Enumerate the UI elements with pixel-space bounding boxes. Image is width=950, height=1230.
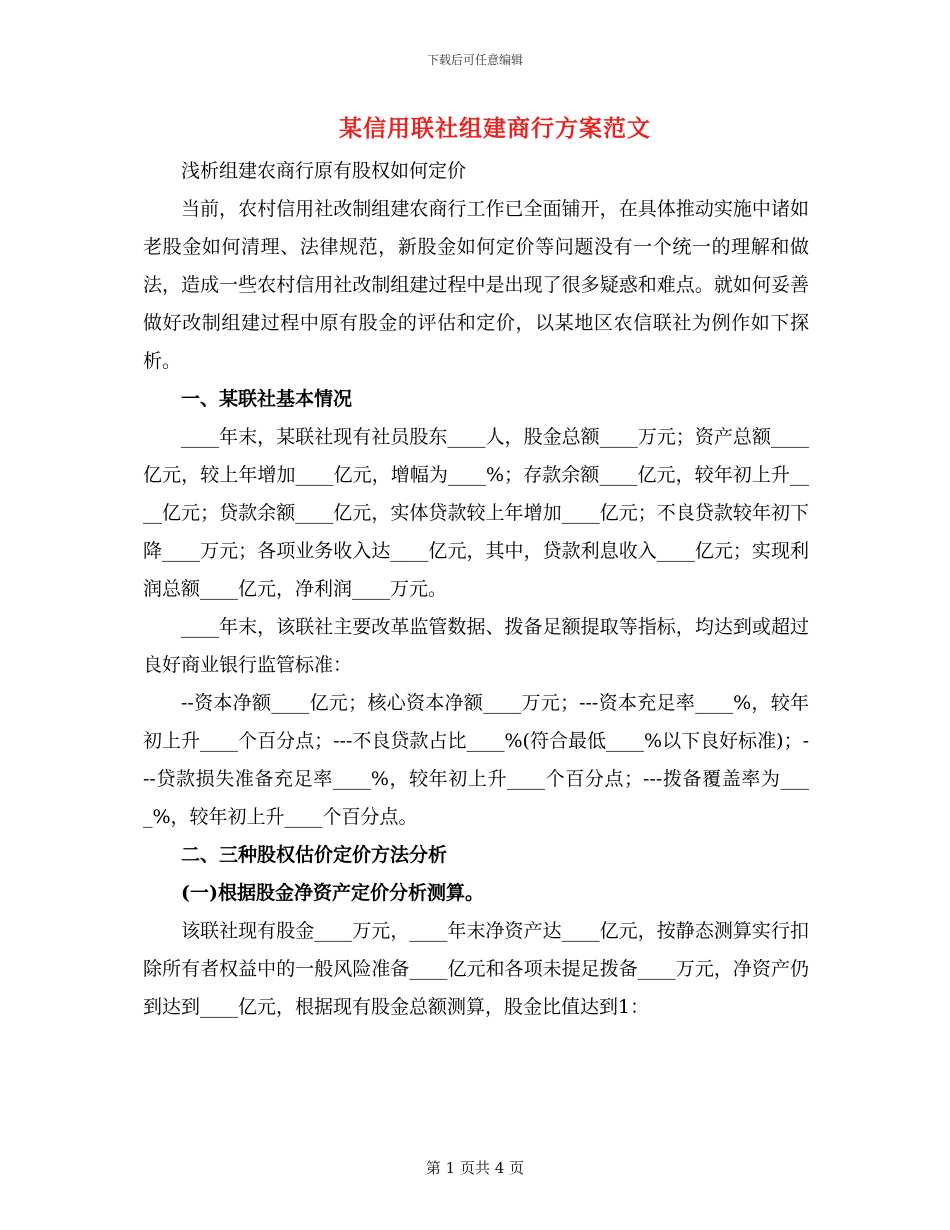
- paragraph-net-asset-calculation: 该联社现有股金____万元，____年末净资产达____亿元，按静态测算实行扣除所有者权益中的一般风险准备____亿元和各项未提足拨备____万元，净资产仍到达到____亿元，根据现有股金总额测算，股金比值达到1：: [143, 920, 809, 1018]
- paragraph-year-end-figures: ____年末，某联社现有社员股东____人，股金总额____万元；资产总额____亿元，较上年增加____亿元，增幅为____%；存款余额____亿元，较年初上升____亿元；贷款余额____亿元，实体贷款较上年增加____亿元；不良贷款较年初下降____万元；各项业务收入达____亿元，其中，贷款利息收入____亿元；实现利润总额____亿元，净利润____万元。: [143, 426, 809, 600]
- document-title: 某信用联社组建商行方案范文: [339, 115, 651, 142]
- subsection-heading-net-asset-method: (一)根据股金净资产定价分析测算。: [181, 882, 484, 904]
- paragraph-intro: 当前，农村信用社改制组建农商行工作已全面铺开，在具体推动实施中诸如老股金如何清理、法律规范，新股金如何定价等问题没有一个统一的理解和做法，造成一些农村信用社改制组建过程中是出现了很多疑惑和难点。就如何妥善做好改制组建过程中原有股金的评估和定价，以某地区农信联社为例作如下探析。: [143, 198, 809, 372]
- paragraph-regulatory-indicators: --资本净额____亿元；核心资本净额____万元；---资本充足率____%，较年初上升____个百分点；---不良贷款占比____%(符合最低____%以下良好标准)；---贷款损失准备充足率____%，较年初上升____个百分点；---拨备覆盖率为____%，较年初上升____个百分点。: [143, 692, 809, 828]
- paragraph-subtitle: 浅析组建农商行原有股权如何定价: [181, 160, 467, 182]
- section-heading-basic-info: 一、某联社基本情况: [181, 388, 353, 410]
- page-header-note: 下载后可任意编辑: [426, 53, 523, 67]
- page-number-footer: 第 1 页共 4 页: [425, 1159, 525, 1177]
- section-heading-valuation-methods: 二、三种股权估价定价方法分析: [181, 844, 448, 866]
- paragraph-regulatory-summary: ____年末，该联社主要改革监管数据、拨备足额提取等指标，均达到或超过良好商业银行监管标准：: [143, 616, 809, 676]
- document-body: [143, 152, 809, 1026]
